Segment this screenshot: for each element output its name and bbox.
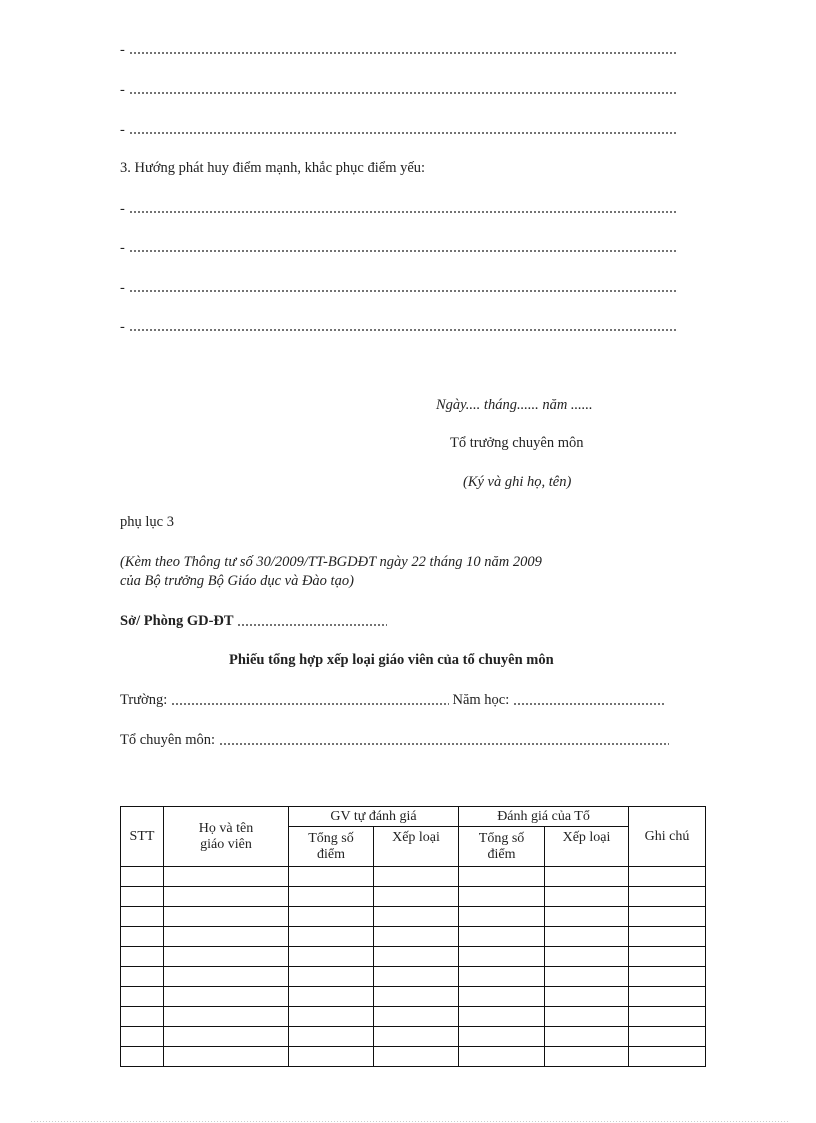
dotted-leader <box>129 250 678 252</box>
dotted-leader <box>129 290 678 292</box>
table-cell[interactable] <box>459 987 545 1007</box>
line-dash: - <box>120 201 125 217</box>
appendix-reference-line-2: của Bộ trưởng Bộ Giáo dục và Đào tạo) <box>120 573 354 589</box>
table-cell[interactable] <box>164 887 289 907</box>
table-cell[interactable] <box>459 887 545 907</box>
line-dash: - <box>120 280 125 296</box>
table-cell[interactable] <box>374 887 459 907</box>
table-cell[interactable] <box>629 1027 706 1047</box>
header-note: Ghi chú <box>629 807 706 867</box>
table-cell[interactable] <box>121 927 164 947</box>
group-dotted-fill <box>219 743 669 745</box>
school-label: Trường: <box>120 692 168 708</box>
table-cell[interactable] <box>121 867 164 887</box>
department-field[interactable] <box>120 613 387 630</box>
table-cell[interactable] <box>289 1047 374 1067</box>
table-cell[interactable] <box>629 867 706 887</box>
table-cell[interactable] <box>629 1047 706 1067</box>
table-cell[interactable] <box>164 987 289 1007</box>
table-cell[interactable] <box>545 867 629 887</box>
header-name-line-2: giáo viên <box>200 836 252 852</box>
answer-line-2[interactable] <box>120 80 678 96</box>
line-dash: - <box>120 122 125 138</box>
table-cell[interactable] <box>459 927 545 947</box>
table-cell[interactable] <box>374 1007 459 1027</box>
table-cell[interactable] <box>374 947 459 967</box>
line-dash: - <box>120 319 125 335</box>
table-cell[interactable] <box>629 987 706 1007</box>
table-cell[interactable] <box>374 967 459 987</box>
table-cell[interactable] <box>289 987 374 1007</box>
teacher-summary-table <box>120 806 706 1067</box>
header-total-line-2: điểm <box>317 846 345 862</box>
year-label: Năm học: <box>452 692 510 708</box>
table-cell[interactable] <box>459 1027 545 1047</box>
table-cell[interactable] <box>289 867 374 887</box>
table-cell[interactable] <box>289 887 374 907</box>
header-total-line-1: Tổng số <box>308 830 354 846</box>
school-field[interactable] <box>120 692 665 709</box>
table-cell[interactable] <box>374 927 459 947</box>
table-cell[interactable] <box>289 1007 374 1027</box>
signature-role: Tổ trưởng chuyên môn <box>450 435 584 451</box>
table-row <box>121 1047 706 1067</box>
header-team-assessment: Đánh giá của Tổ <box>459 807 629 827</box>
line-dash: - <box>120 42 125 58</box>
line-dash: - <box>120 82 125 98</box>
table-cell[interactable] <box>121 1007 164 1027</box>
table-cell[interactable] <box>629 907 706 927</box>
table-row <box>121 1027 706 1047</box>
header-self-total <box>289 827 374 867</box>
table-cell[interactable] <box>459 967 545 987</box>
section-3-heading: 3. Hướng phát huy điểm mạnh, khắc phục điểm yếu: <box>120 160 426 176</box>
table-cell[interactable] <box>164 1027 289 1047</box>
table-cell[interactable] <box>545 927 629 947</box>
section-3-line-1[interactable] <box>120 199 678 215</box>
table-cell[interactable] <box>545 887 629 907</box>
table-cell[interactable] <box>121 1047 164 1067</box>
table-cell[interactable] <box>289 947 374 967</box>
header-name-line-1: Họ và tên <box>198 820 254 836</box>
table-cell[interactable] <box>289 907 374 927</box>
table-row <box>121 987 706 1007</box>
table-cell[interactable] <box>289 1027 374 1047</box>
dotted-leader <box>129 329 678 331</box>
answer-line-1[interactable] <box>120 40 678 56</box>
table-cell[interactable] <box>164 927 289 947</box>
department-dotted-fill <box>237 624 387 626</box>
table-cell[interactable] <box>164 967 289 987</box>
signature-note: (Ký và ghi họ, tên) <box>463 474 572 490</box>
header-total-line-1: Tổng số <box>478 830 525 846</box>
header-stt: STT <box>121 807 164 867</box>
table-row <box>121 1007 706 1027</box>
year-dotted-fill <box>513 703 665 705</box>
table-cell[interactable] <box>459 867 545 887</box>
section-3-line-3[interactable] <box>120 278 678 294</box>
school-dotted-fill <box>171 703 449 705</box>
table-cell[interactable] <box>164 947 289 967</box>
table-cell[interactable] <box>374 1047 459 1067</box>
header-team-rank: Xếp loại <box>545 827 629 867</box>
table-row <box>121 947 706 967</box>
table-cell[interactable] <box>164 907 289 927</box>
section-3-line-4[interactable] <box>120 317 678 333</box>
table-cell[interactable] <box>289 967 374 987</box>
table-cell[interactable] <box>545 987 629 1007</box>
table-cell[interactable] <box>629 887 706 907</box>
table-cell[interactable] <box>545 1027 629 1047</box>
dotted-leader <box>129 92 678 94</box>
table-cell[interactable] <box>545 1047 629 1067</box>
table-cell[interactable] <box>289 927 374 947</box>
signature-date: Ngày.... tháng...... năm ...... <box>436 397 593 413</box>
table-body <box>121 867 706 1067</box>
table-cell[interactable] <box>164 867 289 887</box>
department-label: Sở/ Phòng GD-ĐT <box>120 613 234 629</box>
table-cell[interactable] <box>545 1007 629 1027</box>
group-label: Tổ chuyên môn: <box>120 732 216 748</box>
line-dash: - <box>120 240 125 256</box>
table-cell[interactable] <box>374 907 459 927</box>
table-cell[interactable] <box>374 987 459 1007</box>
table-row <box>121 887 706 907</box>
dotted-leader <box>129 211 678 213</box>
table-cell[interactable] <box>121 967 164 987</box>
table-cell[interactable] <box>164 1047 289 1067</box>
dotted-leader <box>129 52 678 54</box>
table-cell[interactable] <box>121 907 164 927</box>
table-row <box>121 867 706 887</box>
form-title: Phiếu tổng hợp xếp loại giáo viên của tổ chuyên môn <box>229 652 554 668</box>
table-cell[interactable] <box>121 887 164 907</box>
table-row <box>121 927 706 947</box>
table-cell[interactable] <box>121 987 164 1007</box>
appendix-reference-line-1: (Kèm theo Thông tư số 30/2009/TT-BGDĐT ngày 22 tháng 10 năm 2009 <box>120 554 542 570</box>
table-cell[interactable] <box>459 947 545 967</box>
table-cell[interactable] <box>545 947 629 967</box>
table-row <box>121 967 706 987</box>
appendix-title: phụ lục 3 <box>120 514 174 530</box>
table-cell[interactable] <box>459 907 545 927</box>
section-3-line-2[interactable] <box>120 238 678 254</box>
table-cell[interactable] <box>545 907 629 927</box>
page-bottom-rule <box>30 1121 790 1122</box>
table-cell[interactable] <box>374 867 459 887</box>
table-cell[interactable] <box>459 1047 545 1067</box>
header-teacher-name <box>164 807 289 867</box>
table-cell[interactable] <box>629 1007 706 1027</box>
header-self-rank: Xếp loại <box>374 827 459 867</box>
table-cell[interactable] <box>629 967 706 987</box>
header-total-line-2: điểm <box>487 846 516 862</box>
table-cell[interactable] <box>164 1007 289 1027</box>
header-team-total <box>459 827 545 867</box>
table-cell[interactable] <box>459 1007 545 1027</box>
table-cell[interactable] <box>629 947 706 967</box>
table-cell[interactable] <box>121 1027 164 1047</box>
dotted-leader <box>129 132 678 134</box>
header-self-assessment: GV tự đánh giá <box>289 807 459 827</box>
table-cell[interactable] <box>374 1027 459 1047</box>
group-field[interactable] <box>120 732 669 749</box>
answer-line-3[interactable] <box>120 120 678 136</box>
table-cell[interactable] <box>121 947 164 967</box>
table-cell[interactable] <box>629 927 706 947</box>
table-row <box>121 907 706 927</box>
table-cell[interactable] <box>545 967 629 987</box>
